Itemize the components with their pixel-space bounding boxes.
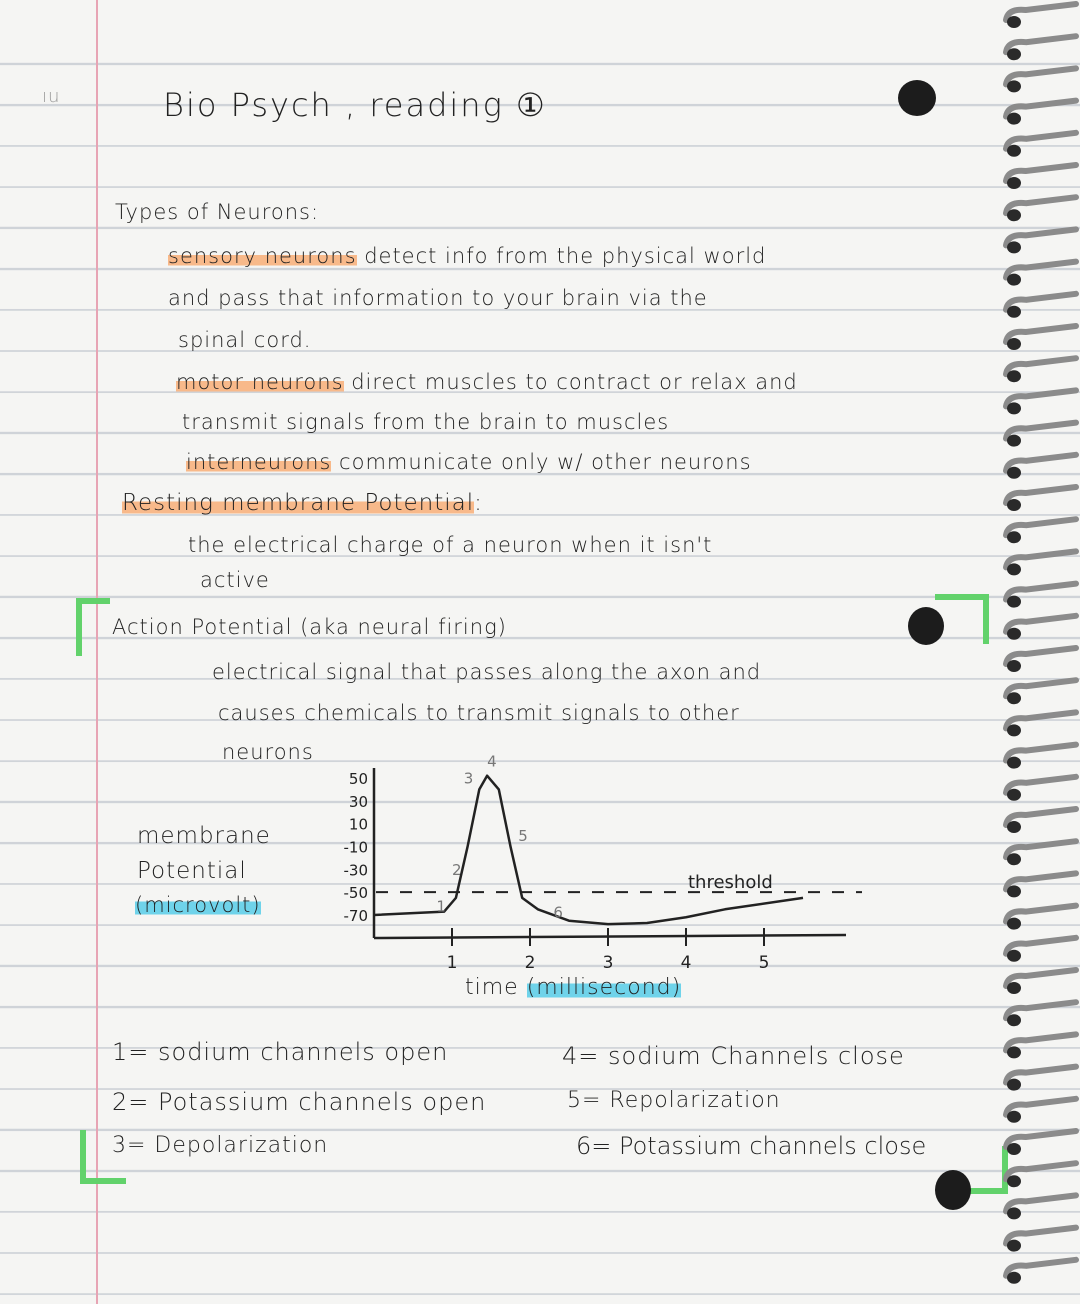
binding-hole [1007, 338, 1021, 350]
resting-line-2: active [200, 568, 270, 592]
legend-2: 2= Potassium channels open [112, 1088, 487, 1116]
motor-def: direct muscles to contract or relax and [343, 370, 798, 394]
binding-hole [1007, 563, 1021, 575]
stage-label: 3 [463, 769, 474, 788]
binding-hole [1007, 660, 1021, 672]
binding-hole [1007, 16, 1021, 28]
binding-hole [1007, 1079, 1021, 1091]
binding-hole [1007, 724, 1021, 736]
binding-hole [1007, 1111, 1021, 1123]
sensory-line-3: spinal cord. [178, 328, 312, 352]
binding-hole [1007, 853, 1021, 865]
binding-hole [1007, 692, 1021, 704]
legend-1: 1= sodium channels open [112, 1038, 449, 1066]
x-tick-label: 2 [524, 953, 536, 973]
sensory-term: sensory neurons [168, 244, 357, 268]
binding-hole [1007, 789, 1021, 801]
x-tick-label: 1 [446, 953, 458, 973]
binding-hole [1007, 370, 1021, 382]
binding-hole [1007, 950, 1021, 962]
y-tick-label: -50 [343, 884, 368, 903]
green-bracket-top-right [935, 594, 989, 644]
resting-colon: : [474, 490, 483, 516]
inter-term: interneurons [186, 450, 332, 474]
action-line-2: causes chemicals to transmit signals to other [218, 701, 740, 725]
stage-label: 1 [436, 897, 446, 916]
punch-hole [898, 80, 936, 116]
binding-hole [1007, 241, 1021, 253]
legend-3: 3= Depolarization [112, 1133, 329, 1158]
binding-hole [1007, 306, 1021, 318]
stage-label: 5 [518, 826, 528, 845]
binding-hole [1007, 113, 1021, 125]
binding-hole [1007, 209, 1021, 221]
threshold-label: threshold [688, 872, 773, 894]
xlabel-unit: (millisecond) [526, 975, 682, 1000]
page-title: Bio Psych , reading ① [163, 86, 547, 124]
binding-hole [1007, 918, 1021, 930]
spiral-binding [998, 0, 1080, 1304]
action-line-1: electrical signal that passes along the axon and [212, 660, 762, 684]
motor-term: motor neurons [176, 370, 344, 394]
sensory-line-2: and pass that information to your brain via the [168, 286, 708, 310]
x-tick-label: 4 [680, 953, 692, 973]
sensory-def: detect info from the physical world [356, 244, 767, 268]
types-heading: Types of Neurons: [115, 200, 320, 224]
binding-hole [1007, 821, 1021, 833]
binding-hole [1007, 596, 1021, 608]
motor-line-2: transmit signals from the brain to muscles [182, 410, 670, 434]
binding-hole [1007, 1014, 1021, 1026]
binding-hole [1007, 435, 1021, 447]
x-axis [374, 935, 846, 938]
stage-label: 4 [487, 752, 497, 771]
binding-hole [1007, 274, 1021, 286]
punch-hole [935, 1170, 971, 1210]
inter-def: communicate only w/ other neurons [331, 450, 752, 474]
resting-term: Resting membrane Potential [122, 490, 475, 516]
binding-hole [1007, 531, 1021, 543]
binding-hole [1007, 1272, 1021, 1284]
legend-6: 6= Potassium channels close [576, 1132, 927, 1160]
binding-hole [1007, 467, 1021, 479]
binding-hole [1007, 80, 1021, 92]
legend-5: 5= Repolarization [567, 1088, 781, 1113]
binding-hole [1007, 885, 1021, 897]
binding-hole [1007, 1046, 1021, 1058]
stage-label: 6 [553, 903, 563, 922]
ylabel-1: membrane [137, 823, 271, 849]
legend-4: 4= sodium Channels close [562, 1042, 905, 1070]
green-bracket-top-left [76, 598, 110, 656]
ylabel-unit: (microvolt) [135, 893, 261, 917]
x-tick-label: 5 [758, 953, 770, 973]
action-heading: Action Potential (aka neural firing) [112, 615, 507, 639]
x-tick-label: 3 [602, 953, 614, 973]
binding-hole [1007, 145, 1021, 157]
binding-hole [1007, 499, 1021, 511]
resting-line-1: the electrical charge of a neuron when it isn't [188, 533, 713, 557]
binding-hole [1007, 982, 1021, 994]
corner-mark: ıu [42, 86, 61, 107]
punch-hole [908, 607, 944, 645]
binding-hole [1007, 1143, 1021, 1155]
binding-hole [1007, 1175, 1021, 1187]
y-tick-label: -70 [343, 907, 368, 925]
stage-label: 2 [452, 861, 462, 880]
y-tick-label: -30 [343, 861, 368, 880]
xlabel-text: time [465, 975, 527, 1000]
y-tick-label: 30 [348, 792, 368, 811]
binding-hole [1007, 628, 1021, 640]
binding-hole [1007, 177, 1021, 189]
binding-hole [1007, 402, 1021, 414]
y-tick-label: 10 [348, 815, 368, 834]
action-line-3: neurons [222, 740, 314, 764]
binding-hole [1007, 1240, 1021, 1252]
binding-hole [1007, 757, 1021, 769]
binding-hole [1007, 1207, 1021, 1219]
green-bracket-bottom-left [80, 1130, 126, 1184]
ylabel-2: Potential [137, 858, 247, 884]
y-tick-label: -10 [343, 838, 368, 857]
binding-hole [1007, 48, 1021, 60]
y-tick-label: 50 [348, 770, 368, 788]
